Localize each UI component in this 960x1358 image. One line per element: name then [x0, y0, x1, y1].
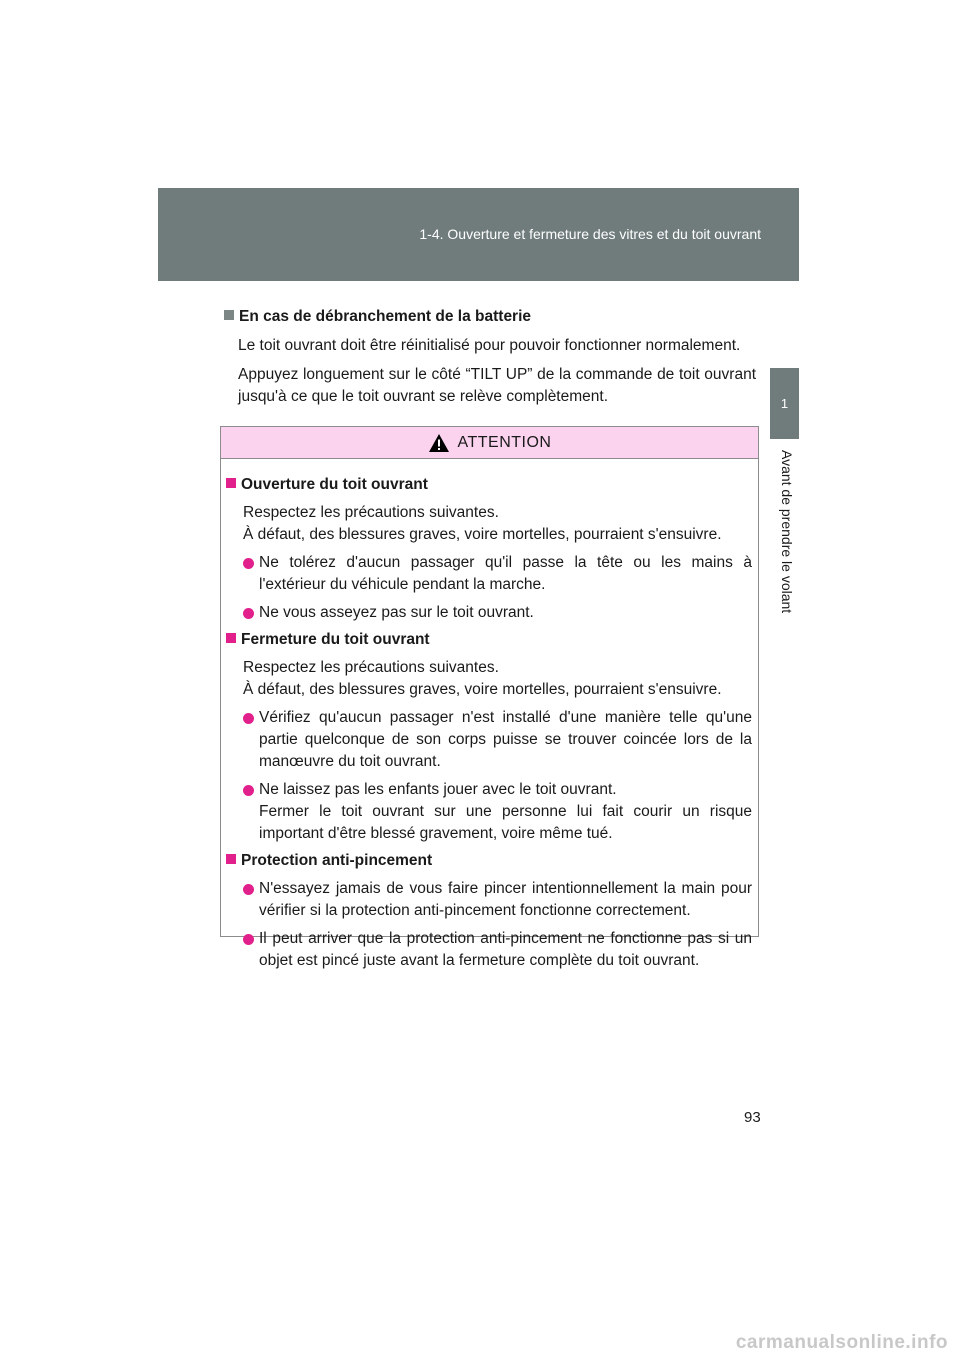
header-band — [158, 188, 799, 281]
pink-square-bullet-icon — [226, 854, 236, 864]
warning-intro: Respectez les précautions suivantes. À défaut, des blessures graves, voire mortelles, pourraient s'ensuivre. — [243, 659, 722, 698]
watermark: carmanualsonline.info — [735, 1332, 948, 1353]
battery-section — [224, 306, 756, 408]
list-item: Ne tolérez d'aucun passager qu'il passe la tête ou les mains à l'extérieur du véhicule pendant la marche. — [226, 552, 752, 596]
pink-dot-bullet-icon — [243, 558, 254, 569]
warning-title: ATTENTION — [457, 433, 552, 451]
warning-section-heading: Fermeture du toit ouvrant — [226, 629, 752, 651]
warning-section-heading: Protection anti-pincement — [226, 850, 752, 872]
page-number: 93 — [744, 1109, 761, 1126]
list-item: Ne vous asseyez pas sur le toit ouvrant. — [226, 602, 752, 624]
pink-dot-bullet-icon — [243, 785, 254, 796]
battery-paragraph: Le toit ouvrant doit être réinitialisé pour pouvoir fonctionner normalement. — [238, 337, 741, 354]
grey-square-bullet-icon — [224, 310, 234, 320]
pink-dot-bullet-icon — [243, 934, 254, 945]
chapter-label: Avant de prendre le volant — [779, 450, 795, 614]
list-item: Ne laissez pas les enfants jouer avec le toit ouvrant. Fermer le toit ouvrant sur une personne lui fait courir un risque important d'être blessé gravement, voire même tué. — [226, 779, 752, 845]
pink-square-bullet-icon — [226, 633, 236, 643]
warning-triangle-icon — [428, 433, 450, 453]
warning-section-heading: Ouverture du toit ouvrant — [226, 474, 752, 496]
warning-header — [221, 427, 758, 459]
chapter-tab — [770, 368, 799, 439]
pink-dot-bullet-icon — [243, 884, 254, 895]
list-item: N'essayez jamais de vous faire pincer intentionnellement la main pour vérifier si la protection anti-pincement fonctionne correctement. — [226, 878, 752, 922]
warning-intro: Respectez les précautions suivantes. À défaut, des blessures graves, voire mortelles, pourraient s'ensuivre. — [243, 504, 722, 543]
list-item: Il peut arriver que la protection anti-pincement ne fonctionne pas si un objet est pincé juste avant la fermeture complète du toit ouvrant. — [226, 928, 752, 972]
list-item: Vérifiez qu'aucun passager n'est installé d'une manière telle qu'une partie quelconque de son corps puisse se trouver coincée lors de la manœuvre du toit ouvrant. — [226, 707, 752, 773]
section-title: 1-4. Ouverture et fermeture des vitres et du toit ouvrant — [419, 226, 761, 242]
battery-heading: En cas de débranchement de la batterie — [224, 306, 756, 328]
warning-body — [221, 459, 758, 972]
pink-dot-bullet-icon — [243, 608, 254, 619]
chapter-number: 1 — [780, 396, 789, 411]
pink-dot-bullet-icon — [243, 713, 254, 724]
pink-square-bullet-icon — [226, 478, 236, 488]
warning-box — [220, 426, 759, 969]
battery-paragraph: Appuyez longuement sur le côté “TILT UP” de la commande de toit ouvrant jusqu'à ce que le toit ouvrant se relève complètement. — [238, 366, 756, 405]
